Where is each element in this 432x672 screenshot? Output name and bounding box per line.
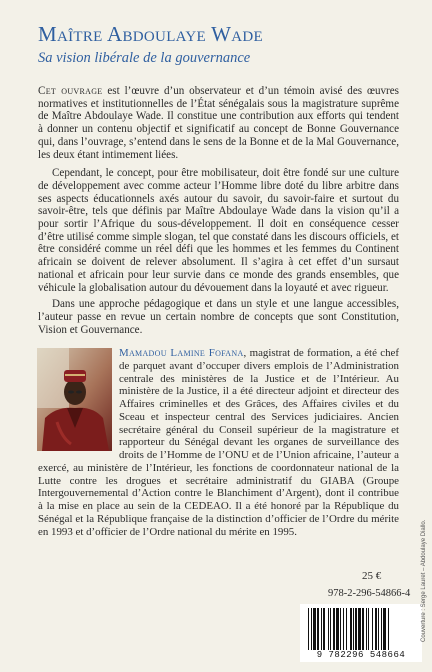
description-text — [38, 85, 399, 338]
barcode-bar — [330, 608, 331, 650]
photo-spacer — [38, 347, 119, 451]
author-bio-text: , magistrat de formation, a été chef de parquet avant d’occuper divers emplois de l’Administration centrale des ministères de la Justice et de l’Intérieur. Au ministère de la Justice, il a été directeur adjoint et directeur des Affaires criminelles et des Grâces, des Affaires civiles et du Sceau et inspecteur central des Services judiciaires. Ancien secrétaire général du Conseil supérieur de la magistrature et rapporteur du Sénégal devant les organes de surveillance des droits de l’Homme de l’ONU et de l’Union africaine, l’auteur a exercé, au ministère de l’Intérieur, les fonctions de coordonnateur national de la Lutte contre les drogues et secrétaire administratif du GIABA (Groupe Intergouvernemental d’Action contre le Blanchiment d’Argent), dont il contribue à la mise en place au sein de la CEDEAO. Il a été honoré par la République du Sénégal et la République française de la distinction d’officier de l’Ordre du mérite en 1993 et d’officier de l’Ordre national du mérite en 1995. — [38, 347, 399, 538]
barcode-bar — [340, 608, 341, 650]
barcode-bar — [388, 608, 389, 650]
barcode-bar — [328, 608, 329, 650]
barcode-bar — [313, 608, 316, 650]
barcode-bar — [308, 608, 309, 650]
barcode-digits: 9 782296 548664 — [302, 650, 420, 660]
barcode-bar — [375, 608, 377, 650]
paragraph-1-text: est l’œuvre d’un observateur et d’un témoin avisé des œuvres normatives et institutionnelles de l’État sénégalais sous la magistrature suprême de Maître Abdoulaye Wade. Il constitue une contribution aux efforts qui tendent à donner un contenu objectif et significatif au concept de Bonne Gouvernance qui, dans l’ouvrage, s’entend dans le sens de la Bonne et de la Mal Gouvernance, les deux étant intimement liées. — [38, 85, 399, 161]
barcode-bar — [333, 608, 335, 650]
description-paragraph-3: Dans une approche pédagogique et dans un style et une langue accessibles, l’auteur passe en revue un certain nombre de concepts que sont Constitution, Vision et Gouvernance. — [38, 298, 399, 336]
description-paragraph-2: Cependant, le concept, pour être mobilisateur, doit être fondé sur une culture de développement avec comme acteur l’Homme libre doté du libre arbitre dans ses aspects éducationnels axés autour du savoir, du savoir-faire et surtout du savoir-être, tels que définis par Maître Abdoulaye Wade dans la vision qu’il a pour sortir l’Afrique du sous-développement. Il doit en conséquence cesser d’être utilisé comme simple slogan, tel que constaté dans les discours officiels, et être considéré comme un réel défi que les hommes et les femmes du Continent africain se doivent de relever absolument. Il s’agira à cet effet d’un sursaut national et africain pour leur survie dans ce monde des grands ensembles, que véhicule la globalisation autour du dévouement dans la loyauté et avec rigueur. — [38, 167, 399, 294]
barcode-bar — [321, 608, 322, 650]
barcode-bar — [311, 608, 312, 650]
barcode-bar — [362, 608, 364, 650]
barcode-bar — [368, 608, 369, 650]
barcode-bar — [383, 608, 386, 650]
barcode-bar — [343, 608, 344, 650]
barcode-bar — [358, 608, 361, 650]
book-title: Maître Abdoulaye Wade — [38, 22, 264, 46]
barcode-bar — [317, 608, 319, 650]
barcode-bar — [350, 608, 352, 650]
price: 25 € — [362, 570, 382, 582]
barcode-bar — [372, 608, 373, 650]
cover-credit: Couverture : Serge Lauret – Abdoulaye Diallo. — [421, 519, 427, 642]
barcode-bar — [381, 608, 382, 650]
barcode-bar — [378, 608, 379, 650]
barcode-bar — [346, 608, 347, 650]
author-name: Mamadou Lamine Fofana — [119, 347, 244, 359]
barcode-bar — [336, 608, 339, 650]
barcode-bar — [355, 608, 357, 650]
barcode-bar — [366, 608, 367, 650]
book-subtitle: Sa vision libérale de la gouvernance — [38, 50, 251, 66]
description-paragraph-1 — [38, 85, 399, 161]
lead-words: Cet ouvrage — [38, 85, 103, 97]
isbn: 978-2-296-54866-4 — [328, 588, 411, 599]
barcode-bar — [353, 608, 354, 650]
author-biography — [38, 347, 399, 538]
barcode-bar — [323, 608, 325, 650]
barcode — [300, 604, 422, 662]
